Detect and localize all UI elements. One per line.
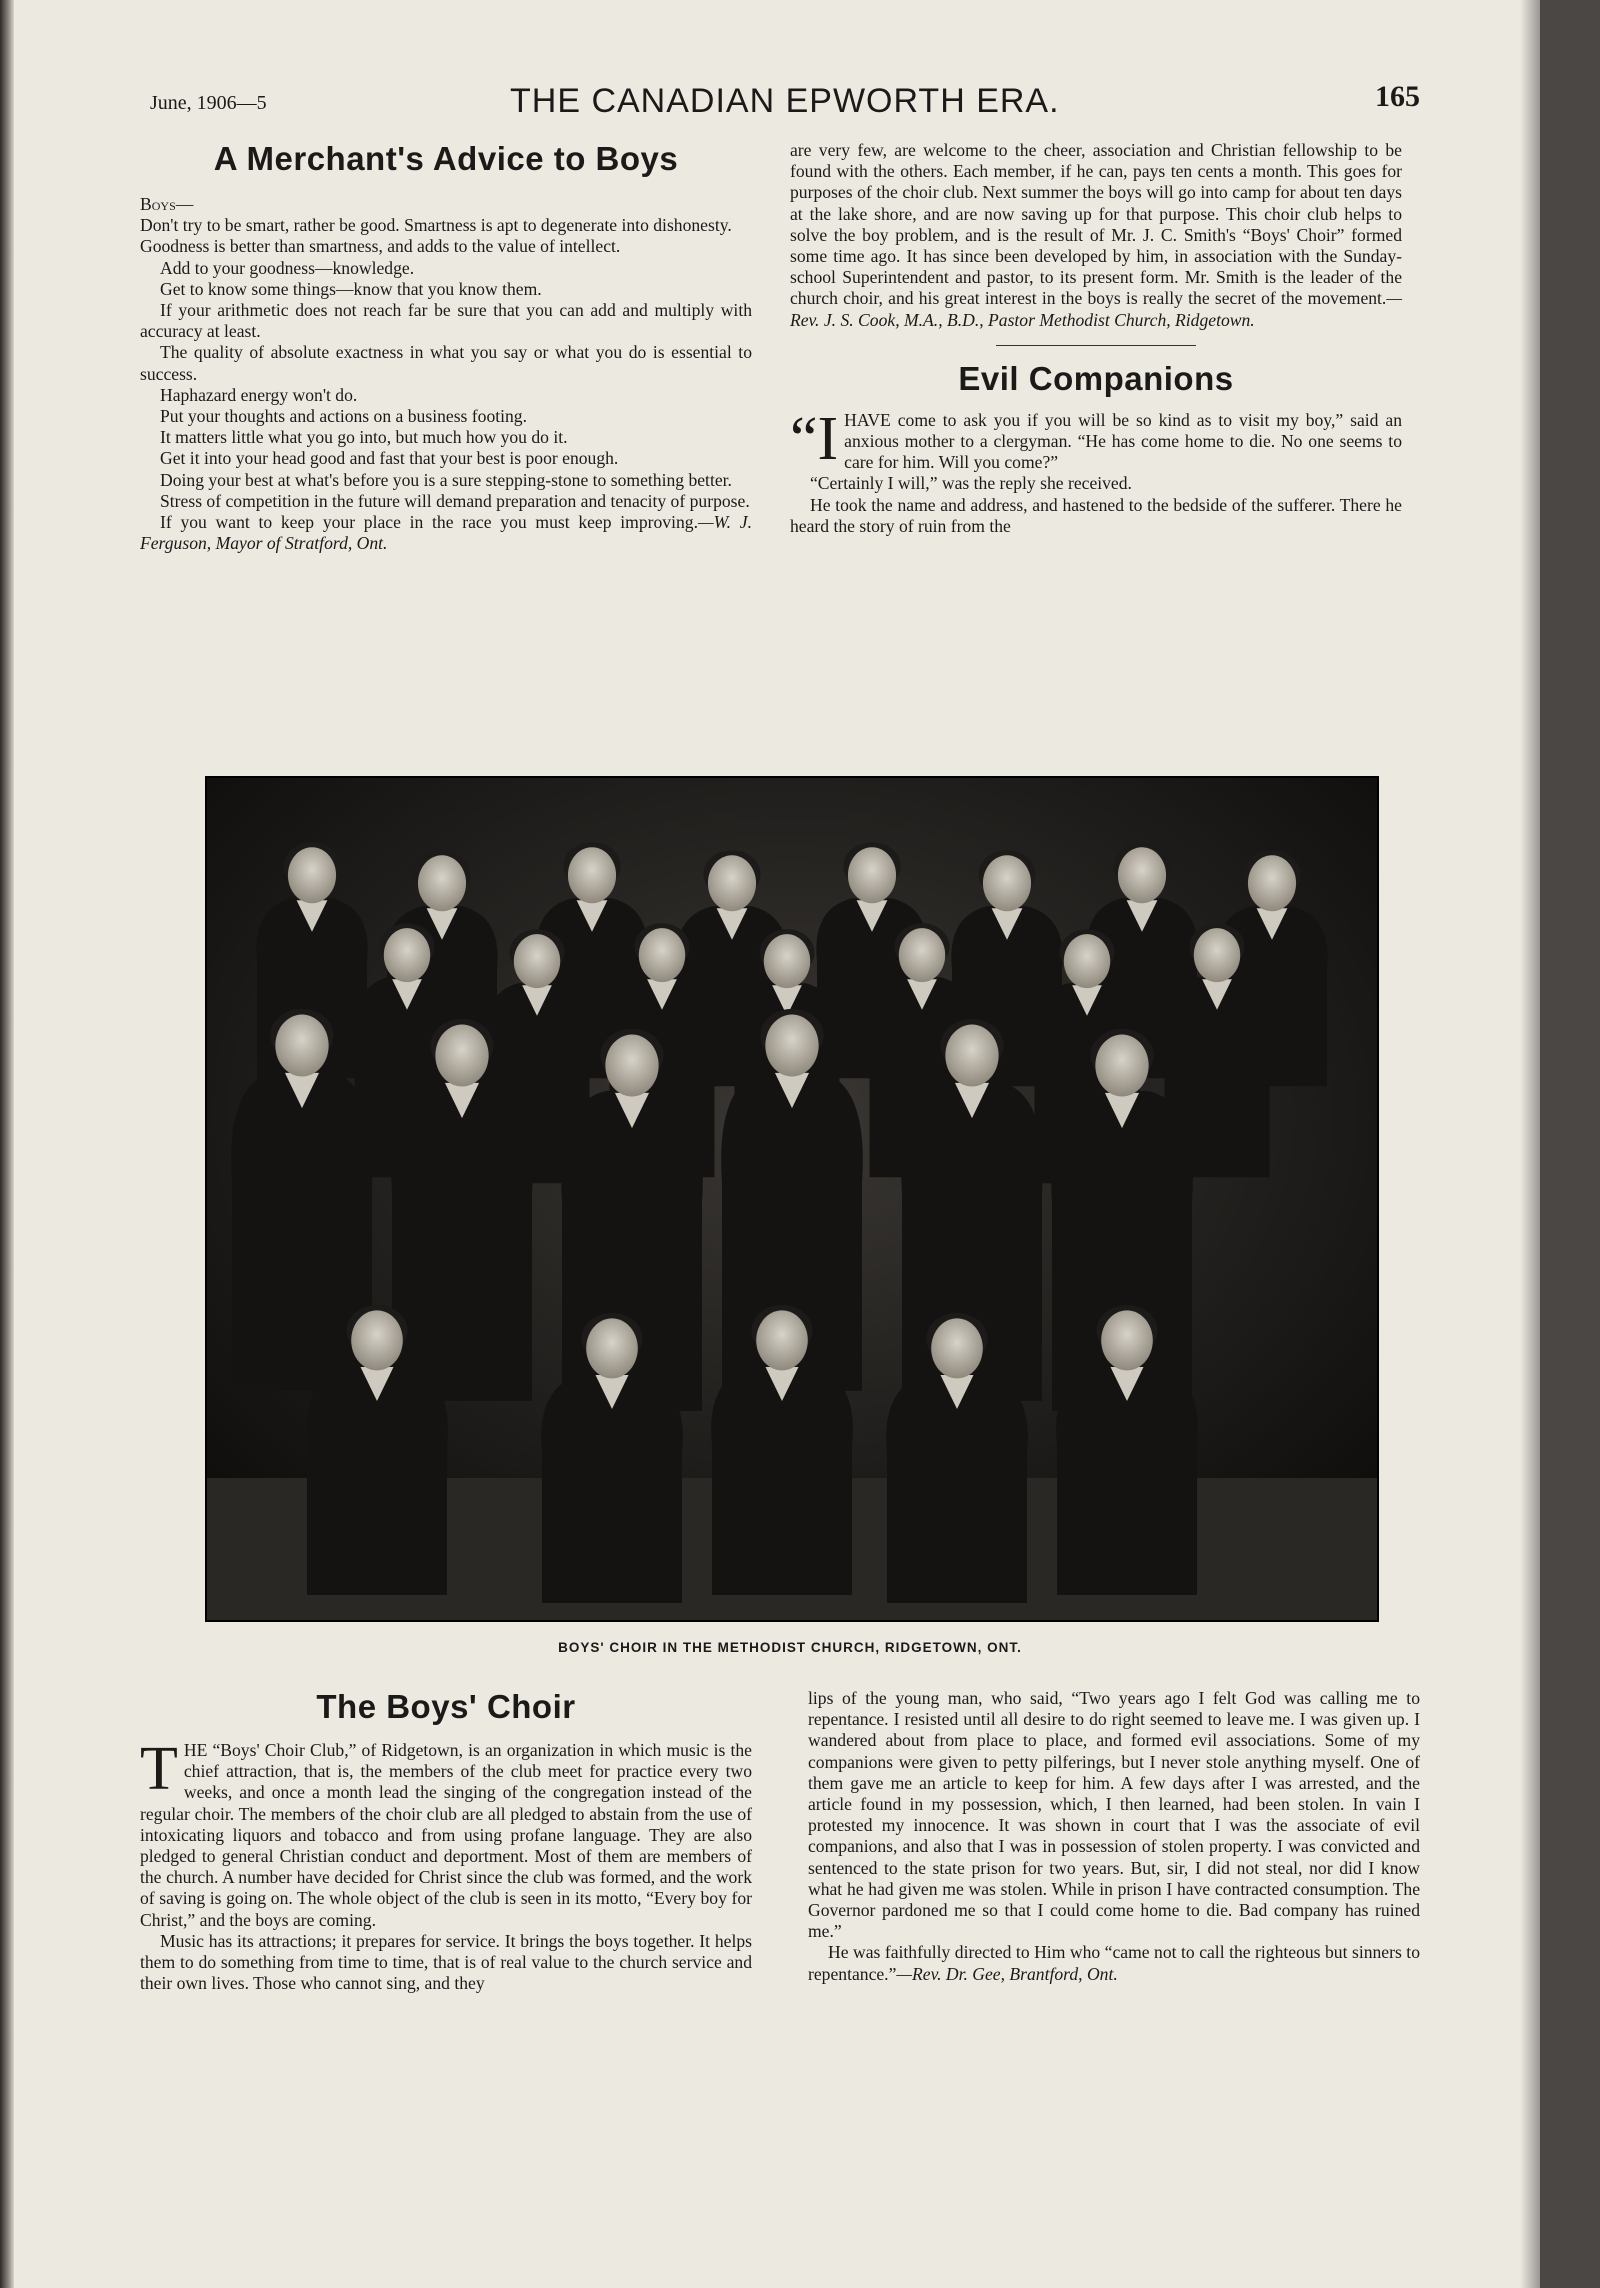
- boys-choir-paragraph-2: Music has its attractions; it prepares for service. It brings the boys together. It helps them to do something from time to time, that is of real value to the church service and their own lives. Those who cannot sing, and they: [140, 1930, 752, 1994]
- evil-paragraph-4: lips of the young man, who said, “Two years ago I felt God was calling me to repentance. I resisted until all desire to do right seemed to leave me. I was given up. I wandered about from place to place, and formed evil associations. Some of my companions were given to petty pilferings, but I never stole anything myself. One of them gave me an article to keep for him. A few days after I was arrested, and the article found in my possession, which, I then learned, had been stolen. In vain I protested my innocence. It was shown in court that I was the associate of evil companions, and also that I was in possession of stolen property. I was convicted and sentenced to the state prison for two years. But, sir, I did not steal, nor did I know what he had given me was stolen. While in prison I have contracted consumption. The Governor pardoned me so that I could come home to die. Bad company has ruined me.”: [808, 1688, 1420, 1942]
- photo-caption: BOYS' CHOIR IN THE METHODIST CHURCH, RIDGETOWN, ONT.: [558, 1640, 1022, 1655]
- boys-choir-paragraph-1: [140, 1735, 752, 1931]
- evil-paragraph-1-text: HAVE come to ask you if you will be so kind as to visit my boy,” said an anxious mother to a clergyman. “He has come home to die. No one seems to care for him. Will you come?”: [844, 409, 1402, 473]
- merchant-advice-paragraphs: [140, 215, 752, 554]
- advice-paragraph: Put your thoughts and actions on a business footing.: [160, 406, 528, 427]
- choir-continuation: [790, 140, 1402, 331]
- advice-paragraph: Get to know some things—know that you know them.: [160, 278, 542, 299]
- boys-choir-paragraph-1-text: HE “Boys' Choir Club,” of Ridgetown, is an organization in which music is the chief attraction, that is, the members of the club meet for practice every two weeks, and once a month lead the singing of the congregation instead of the regular choir. The members of the choir club are all pledged to abstain from the use of intoxicating liquors and tobacco and from using profane language. They are also pledged to general Christian conduct and deportment. Most of them are members of the church. A number have decided for Christ since the club was formed, and the work of saving is going on. The whole object of the club is seen in its motto, “Every boy for Christ,” and the boys are coming.: [140, 1740, 752, 1930]
- merchant-byline: —W. J. Ferguson, Mayor of Stratford, Ont.: [140, 512, 752, 554]
- page-edge-shadow: [1520, 0, 1540, 2288]
- boys-choir-photograph: [205, 776, 1379, 1622]
- advice-paragraph: Don't try to be smart, rather be good. Smartness is apt to degenerate into dishonesty.: [140, 215, 732, 236]
- advice-paragraph: If your arithmetic does not reach far be sure that you can add and multiply with accuracy at least.: [140, 300, 752, 342]
- boys-choir-title: The Boys' Choir: [316, 1688, 576, 1725]
- evil-paragraph-2: “Certainly I will,” was the reply she received.: [810, 473, 1132, 494]
- right-column-top: [790, 140, 1402, 537]
- evil-paragraph-3: He took the name and address, and hastened to the bedside of the sufferer. There he heard the story of ruin from the: [790, 494, 1402, 536]
- merchant-advice-title: A Merchant's Advice to Boys: [213, 140, 679, 177]
- advice-paragraph: [140, 512, 752, 554]
- advice-paragraph: Haphazard energy won't do.: [160, 384, 358, 405]
- evil-paragraph-5: [808, 1942, 1420, 1984]
- issue-date: June, 1906—5: [150, 92, 267, 114]
- salutation: Boys—: [140, 194, 194, 214]
- advice-last-text: If you want to keep your place in the race you must keep improving.: [160, 512, 698, 533]
- boys-choir-dropcap: T: [140, 1735, 178, 1803]
- evil-companions-title: Evil Companions: [958, 359, 1234, 397]
- section-divider: [996, 345, 1196, 346]
- choir-byline: —Rev. J. S. Cook, M.A., B.D., Pastor Methodist Church, Ridgetown.: [790, 288, 1402, 330]
- advice-paragraph: Goodness is better than smartness, and adds to the value of intellect.: [140, 236, 621, 257]
- advice-paragraph: Stress of competition in the future will demand preparation and tenacity of purpose.: [160, 490, 750, 511]
- advice-paragraph: Get it into your head good and fast that your best is poor enough.: [160, 448, 619, 469]
- evil-dropcap: “I: [790, 404, 839, 473]
- advice-paragraph: Add to your goodness—knowledge.: [160, 257, 415, 278]
- choir-photo-illustration: [207, 778, 1377, 1620]
- merchant-advice-article: [140, 140, 752, 554]
- advice-paragraph: Doing your best at what's before you is a sure stepping-stone to something better.: [160, 469, 732, 490]
- evil-paragraph-1: [790, 404, 1402, 474]
- book-spine: [0, 0, 14, 2288]
- advice-paragraph: The quality of absolute exactness in what you say or what you do is essential to success.: [140, 342, 752, 384]
- advice-paragraph: It matters little what you go into, but much how you do it.: [160, 427, 568, 448]
- choir-continuation-text: are very few, are welcome to the cheer, association and Christian fellowship to be found with the others. Each member, if he can, pays ten cents a month. This goes for purposes of the choir club. Next summer the boys will go into camp for about ten days at the lake shore, and are now saving up for that purpose. This choir club helps to solve the boy problem, and is the result of Mr. J. C. Smith's “Boys' Choir” formed some time ago. It has since been developed by him, in association with the Sunday-school Superintendent and pastor, to its present form. Mr. Smith is the leader of the church choir, and his great interest in the boys is really the secret of the movement.: [790, 140, 1402, 309]
- page-number: 165: [1375, 80, 1420, 113]
- evil-paragraph-5-text: He was faithfully directed to Him who “came not to call the righteous but sinners to repentance.”: [808, 1942, 1420, 1984]
- publication-title: THE CANADIAN EPWORTH ERA.: [510, 82, 1060, 120]
- boys-choir-article: [140, 1688, 752, 1994]
- evil-byline: —Rev. Dr. Gee, Brantford, Ont.: [896, 1963, 1118, 1984]
- running-head: [150, 78, 1420, 128]
- evil-companions-continued: [808, 1688, 1420, 1985]
